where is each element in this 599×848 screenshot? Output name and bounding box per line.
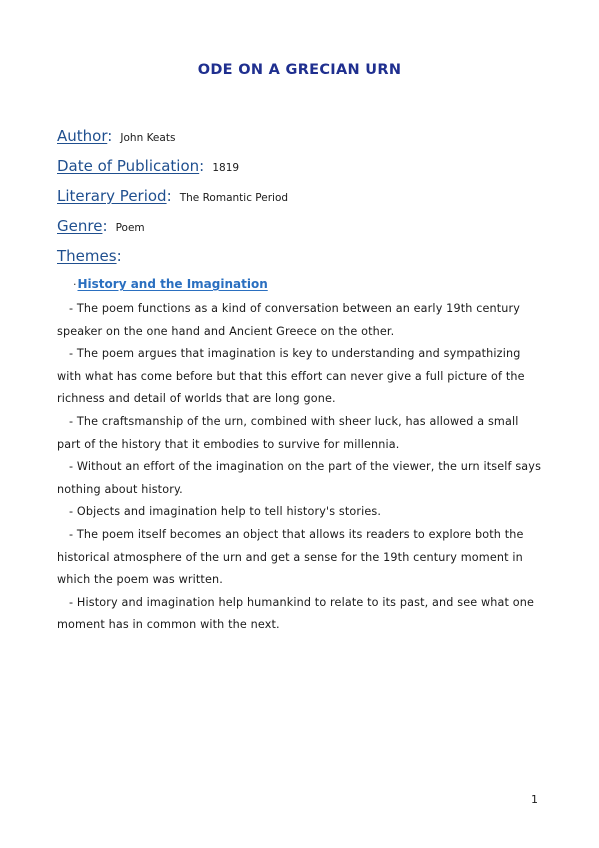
theme-point: - The poem itself becomes an object that allows its readers to explore both the historical atmosphere of the urn and get a sense for the 19th century moment in which the poem was written.	[57, 527, 524, 587]
theme-point: - The poem argues that imagination is key to understanding and sympathizing with what has come before but that this effort can never give a full picture of the richness and detail of worlds that are long gone.	[57, 347, 525, 406]
publication-colon: :	[199, 157, 205, 175]
author-line	[57, 126, 175, 145]
genre-value: Poem	[115, 222, 145, 234]
period-label: Literary Period	[57, 187, 167, 205]
publication-line	[57, 156, 239, 175]
theme-point: - Without an effort of the imagination on the part of the viewer, the urn itself says nothing about history.	[57, 460, 542, 496]
period-line	[57, 186, 288, 205]
bullet-icon: ·	[73, 278, 77, 291]
themes-colon: :	[116, 247, 122, 265]
genre-label: Genre	[57, 217, 103, 235]
author-colon: :	[107, 127, 113, 145]
themes-line	[57, 246, 122, 265]
genre-line	[57, 216, 145, 235]
theme-point: - Objects and imagination help to tell history's stories.	[69, 505, 382, 519]
theme-point: - The poem functions as a kind of conversation between an early 19th century speaker on the one hand and Ancient Greece on the other.	[57, 302, 521, 338]
author-value: John Keats	[120, 132, 176, 144]
author-label: Author	[57, 127, 108, 145]
theme-points	[57, 298, 543, 637]
document-title: ODE ON A GRECIAN URN	[197, 62, 402, 78]
theme-point: - History and imagination help humankind to relate to its past, and see what one moment has in common with the next.	[57, 595, 535, 632]
theme-heading-link[interactable]: History and the Imagination	[77, 277, 268, 291]
publication-label: Date of Publication	[57, 157, 200, 175]
themes-label: Themes	[57, 247, 117, 265]
period-value: The Romantic Period	[179, 192, 289, 204]
period-colon: :	[166, 187, 172, 205]
theme-point: - The craftsmanship of the urn, combined with sheer luck, has allowed a small part of the history that it embodies to survive for millennia.	[57, 414, 519, 451]
genre-colon: :	[102, 217, 108, 235]
publication-value: 1819	[212, 162, 240, 174]
page-number: 1	[531, 793, 538, 806]
theme-heading	[73, 277, 268, 291]
